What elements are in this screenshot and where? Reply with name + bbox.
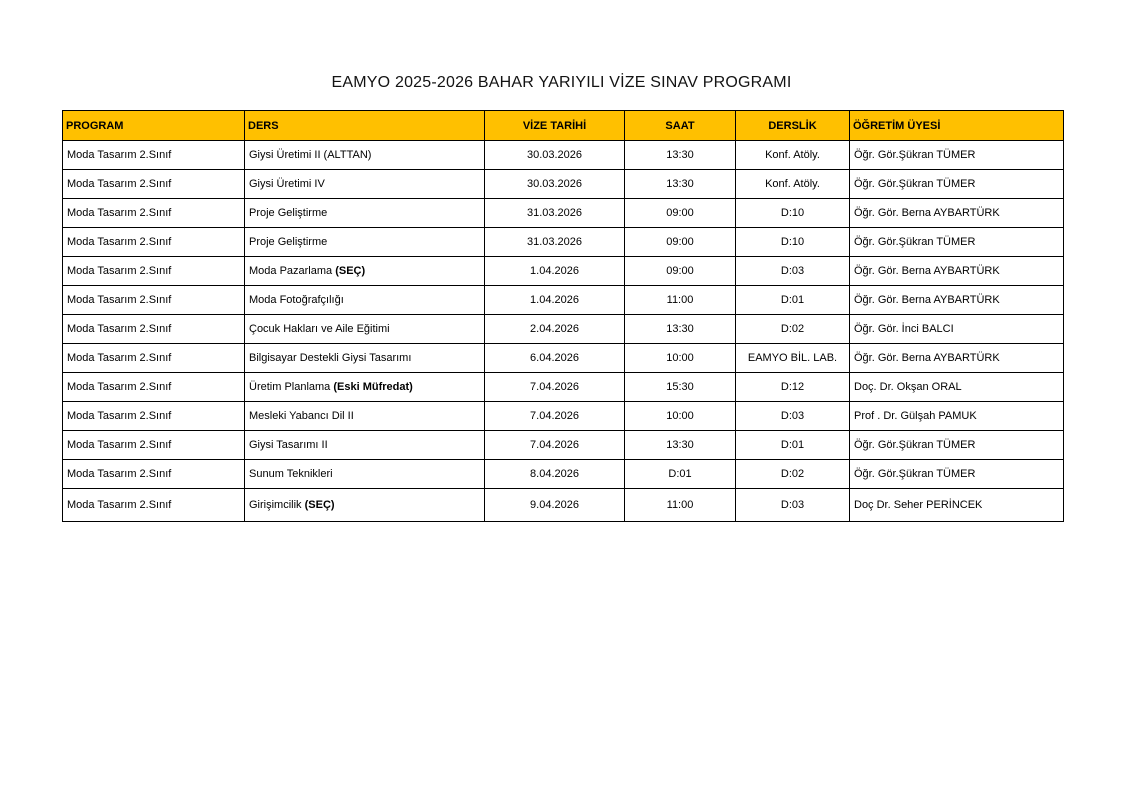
column-header-ders: DERS xyxy=(245,111,485,141)
column-header-saat: SAAT xyxy=(625,111,736,141)
cell-vize-tarihi: 7.04.2026 xyxy=(485,373,625,402)
cell-ders xyxy=(245,489,485,522)
cell-vize-tarihi: 1.04.2026 xyxy=(485,257,625,286)
cell-saat: 11:00 xyxy=(625,489,736,522)
ders-text: Çocuk Hakları ve Aile Eğitimi xyxy=(249,323,390,335)
column-header-vize-tarihi: VİZE TARİHİ xyxy=(485,111,625,141)
cell-saat: 09:00 xyxy=(625,228,736,257)
cell-saat: 13:30 xyxy=(625,315,736,344)
table-row xyxy=(63,373,1064,402)
cell-saat: 11:00 xyxy=(625,286,736,315)
cell-derslik: D:10 xyxy=(736,199,850,228)
cell-program: Moda Tasarım 2.Sınıf xyxy=(63,257,245,286)
cell-vize-tarihi: 30.03.2026 xyxy=(485,141,625,170)
table-row xyxy=(63,489,1064,522)
ders-text: Sunum Teknikleri xyxy=(249,468,333,480)
ders-text: Giysi Üretimi IV xyxy=(249,178,325,190)
table-row xyxy=(63,344,1064,373)
cell-program: Moda Tasarım 2.Sınıf xyxy=(63,344,245,373)
cell-program: Moda Tasarım 2.Sınıf xyxy=(63,170,245,199)
cell-program: Moda Tasarım 2.Sınıf xyxy=(63,373,245,402)
cell-vize-tarihi: 6.04.2026 xyxy=(485,344,625,373)
cell-ders xyxy=(245,170,485,199)
cell-ogretim-uyesi: Öğr. Gör.Şükran TÜMER xyxy=(850,431,1064,460)
ders-bold-text: (Eski Müfredat) xyxy=(333,381,413,393)
page-title: EAMYO 2025-2026 BAHAR YARIYILI VİZE SINAV PROGRAMI xyxy=(331,74,792,91)
cell-program: Moda Tasarım 2.Sınıf xyxy=(63,460,245,489)
table-row xyxy=(63,431,1064,460)
cell-derslik: D:03 xyxy=(736,402,850,431)
cell-saat: 09:00 xyxy=(625,257,736,286)
cell-derslik: Konf. Atöly. xyxy=(736,170,850,199)
cell-ogretim-uyesi: Doç Dr. Seher PERİNCEK xyxy=(850,489,1064,522)
column-header-ogretim-uyesi: ÖĞRETİM ÜYESİ xyxy=(850,111,1064,141)
ders-text: Moda Fotoğrafçılığı xyxy=(249,294,344,306)
cell-saat: D:01 xyxy=(625,460,736,489)
ders-text: Girişimcilik xyxy=(249,499,305,511)
cell-ogretim-uyesi: Öğr. Gör.Şükran TÜMER xyxy=(850,460,1064,489)
table-row xyxy=(63,286,1064,315)
cell-program: Moda Tasarım 2.Sınıf xyxy=(63,141,245,170)
cell-saat: 10:00 xyxy=(625,402,736,431)
table-header-row xyxy=(63,111,1064,141)
ders-text: Proje Geliştirme xyxy=(249,236,328,248)
table-row xyxy=(63,257,1064,286)
column-header-derslik: DERSLİK xyxy=(736,111,850,141)
cell-saat: 10:00 xyxy=(625,344,736,373)
cell-ogretim-uyesi: Öğr. Gör.Şükran TÜMER xyxy=(850,141,1064,170)
table-row xyxy=(63,460,1064,489)
cell-ogretim-uyesi: Prof . Dr. Gülşah PAMUK xyxy=(850,402,1064,431)
cell-saat: 09:00 xyxy=(625,199,736,228)
cell-program: Moda Tasarım 2.Sınıf xyxy=(63,286,245,315)
cell-derslik: D:01 xyxy=(736,431,850,460)
cell-derslik: D:12 xyxy=(736,373,850,402)
cell-program: Moda Tasarım 2.Sınıf xyxy=(63,431,245,460)
cell-ogretim-uyesi: Öğr. Gör. İnci BALCI xyxy=(850,315,1064,344)
cell-ders xyxy=(245,344,485,373)
cell-ders xyxy=(245,315,485,344)
ders-bold-text: (SEÇ) xyxy=(335,265,366,277)
cell-derslik: EAMYO BİL. LAB. xyxy=(736,344,850,373)
cell-saat: 13:30 xyxy=(625,170,736,199)
table-row xyxy=(63,170,1064,199)
cell-derslik: D:02 xyxy=(736,460,850,489)
cell-ogretim-uyesi: Öğr. Gör. Berna AYBARTÜRK xyxy=(850,344,1064,373)
cell-derslik: D:03 xyxy=(736,489,850,522)
cell-program: Moda Tasarım 2.Sınıf xyxy=(63,489,245,522)
cell-vize-tarihi: 9.04.2026 xyxy=(485,489,625,522)
cell-vize-tarihi: 31.03.2026 xyxy=(485,228,625,257)
cell-ders xyxy=(245,257,485,286)
ders-text: Bilgisayar Destekli Giysi Tasarımı xyxy=(249,352,412,364)
cell-ders xyxy=(245,373,485,402)
cell-program: Moda Tasarım 2.Sınıf xyxy=(63,199,245,228)
table-row xyxy=(63,315,1064,344)
table-row xyxy=(63,228,1064,257)
ders-text: Giysi Üretimi II (ALTTAN) xyxy=(249,149,372,161)
ders-bold-text: (SEÇ) xyxy=(304,499,335,511)
cell-ogretim-uyesi: Öğr. Gör.Şükran TÜMER xyxy=(850,170,1064,199)
cell-program: Moda Tasarım 2.Sınıf xyxy=(63,228,245,257)
cell-vize-tarihi: 30.03.2026 xyxy=(485,170,625,199)
cell-vize-tarihi: 7.04.2026 xyxy=(485,431,625,460)
ders-text: Mesleki Yabancı Dil II xyxy=(249,410,354,422)
cell-saat: 13:30 xyxy=(625,431,736,460)
table-row xyxy=(63,199,1064,228)
cell-saat: 13:30 xyxy=(625,141,736,170)
column-header-program: PROGRAM xyxy=(63,111,245,141)
cell-derslik: D:03 xyxy=(736,257,850,286)
ders-text: Giysi Tasarımı II xyxy=(249,439,328,451)
cell-derslik: Konf. Atöly. xyxy=(736,141,850,170)
cell-program: Moda Tasarım 2.Sınıf xyxy=(63,315,245,344)
cell-derslik: D:01 xyxy=(736,286,850,315)
cell-ders xyxy=(245,228,485,257)
cell-ders xyxy=(245,431,485,460)
table-row xyxy=(63,402,1064,431)
cell-vize-tarihi: 31.03.2026 xyxy=(485,199,625,228)
cell-program: Moda Tasarım 2.Sınıf xyxy=(63,402,245,431)
cell-derslik: D:10 xyxy=(736,228,850,257)
cell-ogretim-uyesi: Öğr. Gör.Şükran TÜMER xyxy=(850,228,1064,257)
cell-ogretim-uyesi: Öğr. Gör. Berna AYBARTÜRK xyxy=(850,257,1064,286)
cell-ogretim-uyesi: Öğr. Gör. Berna AYBARTÜRK xyxy=(850,286,1064,315)
table-body xyxy=(63,141,1064,522)
ders-text: Üretim Planlama xyxy=(249,381,334,393)
ders-text: Moda Pazarlama xyxy=(249,265,336,277)
cell-vize-tarihi: 2.04.2026 xyxy=(485,315,625,344)
cell-ders xyxy=(245,141,485,170)
cell-ogretim-uyesi: Öğr. Gör. Berna AYBARTÜRK xyxy=(850,199,1064,228)
exam-schedule-table xyxy=(62,110,1064,522)
cell-saat: 15:30 xyxy=(625,373,736,402)
cell-derslik: D:02 xyxy=(736,315,850,344)
cell-ogretim-uyesi: Doç. Dr. Okşan ORAL xyxy=(850,373,1064,402)
cell-ders xyxy=(245,199,485,228)
table-row xyxy=(63,141,1064,170)
cell-ders xyxy=(245,402,485,431)
cell-vize-tarihi: 8.04.2026 xyxy=(485,460,625,489)
cell-vize-tarihi: 7.04.2026 xyxy=(485,402,625,431)
ders-text: Proje Geliştirme xyxy=(249,207,328,219)
cell-ders xyxy=(245,286,485,315)
cell-ders xyxy=(245,460,485,489)
cell-vize-tarihi: 1.04.2026 xyxy=(485,286,625,315)
